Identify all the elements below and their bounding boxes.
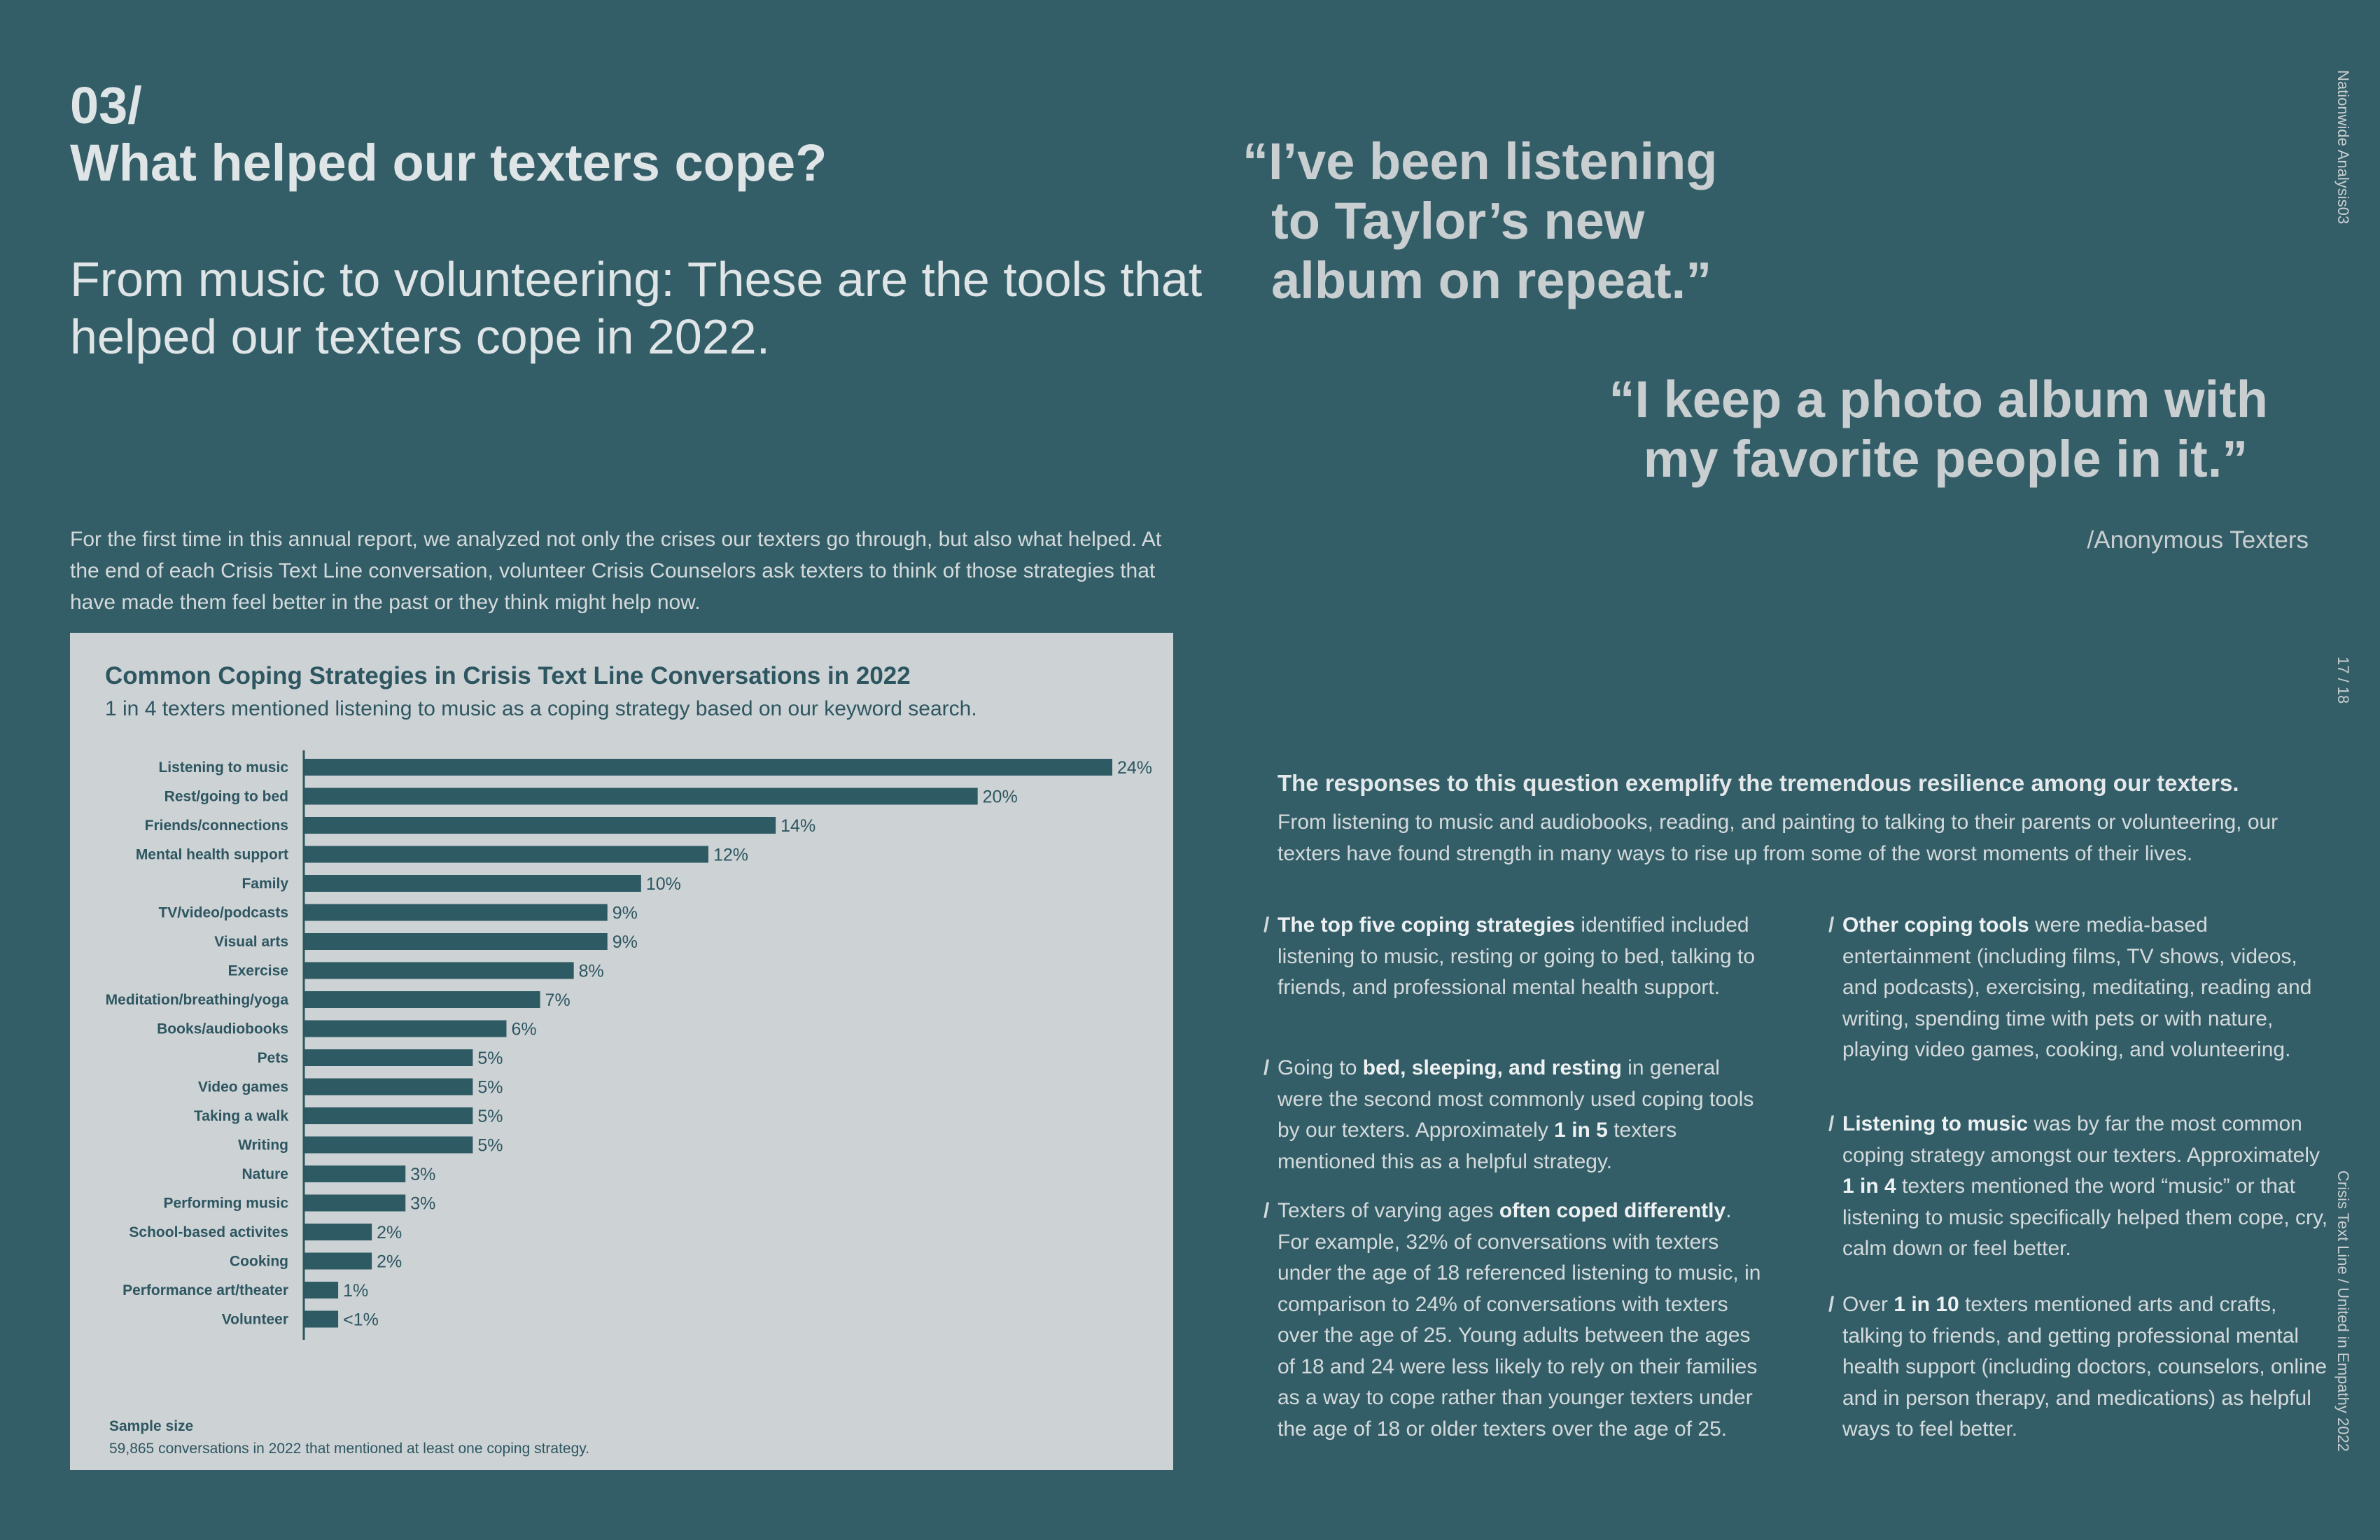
value-label: 2% — [377, 1252, 402, 1272]
bullet-bold: 1 in 5 — [1554, 1119, 1608, 1142]
bullet-bold: Listening to music — [1842, 1112, 2029, 1135]
bullet-bold: The top five coping strategies — [1278, 913, 1576, 937]
bar — [304, 962, 574, 979]
bullet-slash: / — [1828, 913, 1835, 937]
bar — [304, 1282, 338, 1298]
chart-subtitle: 1 in 4 texters mentioned listening to music as a coping strategy based on our keyword search. — [105, 697, 977, 720]
category-label: Volunteer — [221, 1311, 288, 1328]
category-label: Exercise — [227, 962, 288, 979]
intro-paragraph: For the first time in this annual report, we analyzed not only the crises our texters go through, but also what helped. At the end of each Crisis Text Line conversation, volunteer Crisis Counselors ask texters to think of those strategies that have made them feel better in the past or they think might help now. — [70, 528, 1162, 614]
value-label: 9% — [612, 903, 638, 923]
category-label: Pets — [257, 1050, 288, 1066]
value-label: 10% — [645, 874, 681, 894]
bar — [304, 1049, 472, 1066]
bar — [304, 1166, 405, 1182]
value-label: 20% — [982, 787, 1018, 807]
page-number: 17 / 18 — [2334, 657, 2352, 704]
bullet-text: was by far the most common coping strategy amongst our texters. Approximately — [1842, 1112, 2320, 1167]
value-label: 5% — [477, 1135, 503, 1156]
report-footer-label: Crisis Text Line / United in Empathy 2022 — [2334, 1170, 2352, 1452]
bullet-text: Going to — [1278, 1056, 1363, 1079]
chart-title: Common Coping Strategies in Crisis Text Line Conversations in 2022 — [105, 662, 911, 690]
bar — [304, 1021, 507, 1037]
value-label: 3% — [410, 1165, 436, 1184]
category-label: Video games — [197, 1079, 288, 1096]
value-label: 5% — [477, 1107, 503, 1126]
bullet-text: were media-based entertainment (including films, TV shows, videos, and podcasts), exercising, meditating, reading and writing, spending time with pets or with nature, playing video games, cooking, and volunteering. — [1842, 913, 2312, 1061]
bar — [304, 875, 641, 892]
category-label: TV/video/podcasts — [158, 904, 288, 921]
bullet-slash: / — [1828, 1112, 1835, 1135]
bullet-slash: / — [1828, 1293, 1835, 1316]
category-label: Performing music — [163, 1195, 288, 1212]
bar — [304, 933, 608, 950]
side-section-label: Nationwide Analysis03 — [2334, 70, 2352, 225]
bullet-ages — [1264, 1196, 1768, 1445]
value-label: 2% — [377, 1223, 402, 1242]
bar — [304, 759, 1112, 776]
category-label: Writing — [238, 1137, 288, 1154]
category-label: Family — [241, 876, 288, 892]
value-label: 24% — [1117, 758, 1153, 778]
bar — [304, 1107, 472, 1124]
bullet-one-in-ten — [1828, 1289, 2332, 1446]
quote-attribution: /Anonymous Texters — [2087, 526, 2309, 554]
value-label: 1% — [343, 1281, 369, 1301]
sample-size-title: Sample size — [109, 1418, 194, 1434]
bar — [304, 1195, 405, 1212]
value-label: 6% — [511, 1019, 537, 1040]
bullet-bold: Other coping tools — [1842, 913, 2029, 937]
category-label: Meditation/breathing/yoga — [105, 992, 288, 1008]
category-label: Rest/going to bed — [164, 788, 288, 805]
bar — [304, 1137, 472, 1154]
bullet-text: . For example, 32% of conversations with texters under the age of 18 referenced listening to music, in comparison to 24% of conversations with texters over the age of 25. Young adults between the ages of 18 and 24 were less likely to rely on their families as a way to cope rather than younger texters under the age of 18 or older texters over the age of 25. — [1278, 1199, 1761, 1441]
bar — [304, 1253, 372, 1270]
page-title: What helped our texters cope? — [70, 134, 827, 192]
bullet-listening-music — [1828, 1109, 2332, 1265]
value-label: 14% — [780, 816, 816, 836]
bar — [304, 817, 776, 834]
value-label: 5% — [477, 1049, 503, 1068]
bullet-text: in general were the second most commonly used coping tools by our texters. Approximately — [1278, 1056, 1754, 1142]
value-label: 8% — [578, 961, 604, 981]
bullet-slash: / — [1264, 913, 1270, 937]
bar — [304, 1311, 338, 1328]
bar — [304, 1224, 372, 1240]
category-label: Friends/connections — [144, 818, 288, 834]
value-label: <1% — [343, 1310, 379, 1330]
bullet-bold: 1 in 10 — [1893, 1293, 1959, 1316]
category-label: Taking a walk — [194, 1108, 288, 1124]
quote-taylor: “I’ve been listening to Taylor’s new album on repeat.” — [1242, 132, 1718, 309]
value-label: 5% — [477, 1077, 503, 1098]
bar — [304, 846, 708, 863]
bar — [304, 991, 540, 1008]
value-label: 3% — [410, 1194, 436, 1214]
category-label: Performance art/theater — [122, 1282, 288, 1298]
category-label: Listening to music — [158, 760, 288, 776]
quote-photo-album: “I keep a photo album with my favorite people in it.” — [1609, 370, 2268, 488]
bullet-text: Texters of varying ages — [1278, 1199, 1499, 1222]
bullet-bold: 1 in 4 — [1842, 1175, 1896, 1198]
bullet-text: texters mentioned arts and crafts, talking to friends, and getting professional mental health support (including doctors, counselors, online and in person therapy, and medications) as helpful ways to feel better. — [1842, 1293, 2328, 1441]
category-label: School-based activites — [129, 1224, 288, 1240]
bullet-text: texters mentioned the word “music” or that listening to music specifically helped them cope, cry, calm down or feel better. — [1842, 1175, 2328, 1260]
bullet-bed-sleeping — [1264, 1053, 1768, 1177]
responses-lead: The responses to this question exemplify the tremendous resilience among our texters. — [1278, 770, 2239, 796]
bullet-other-tools — [1828, 910, 2332, 1066]
bar-chart — [70, 738, 1173, 1330]
category-label: Nature — [241, 1166, 288, 1182]
category-label: Cooking — [230, 1253, 288, 1270]
bar — [304, 1079, 472, 1096]
bullet-text: texters mentioned this as a helpful strategy. — [1278, 1119, 1677, 1173]
section-number: 03/ — [70, 76, 142, 134]
value-label: 7% — [545, 990, 570, 1010]
value-label: 12% — [713, 845, 749, 865]
bullet-text: Over — [1842, 1293, 1894, 1316]
sample-size-text: 59,865 conversations in 2022 that mentioned at least one coping strategy. — [109, 1441, 590, 1457]
category-label: Books/audiobooks — [157, 1021, 288, 1037]
bullet-slash: / — [1264, 1056, 1270, 1079]
bullet-text: identified included listening to music, resting or going to bed, talking to friends, and professional mental health support. — [1278, 913, 1756, 999]
bullet-slash: / — [1264, 1199, 1270, 1222]
category-label: Mental health support — [135, 846, 288, 863]
chart-panel — [70, 633, 1173, 1470]
value-label: 9% — [612, 932, 638, 952]
category-label: Visual arts — [214, 934, 288, 950]
bar — [304, 904, 608, 921]
responses-body: From listening to music and audiobooks, reading, and painting to talking to their parents or volunteering, our texters have found strength in many ways to rise up from some of the worst moments of their lives. — [1278, 811, 2278, 865]
bar — [304, 788, 978, 805]
bullet-bold: often coped differently — [1499, 1199, 1726, 1222]
bullet-bold: bed, sleeping, and resting — [1362, 1056, 1622, 1079]
page-subtitle: From music to volunteering: These are the tools that helped our texters cope in 2022. — [70, 252, 1203, 364]
bullet-top-five — [1264, 910, 1768, 1004]
